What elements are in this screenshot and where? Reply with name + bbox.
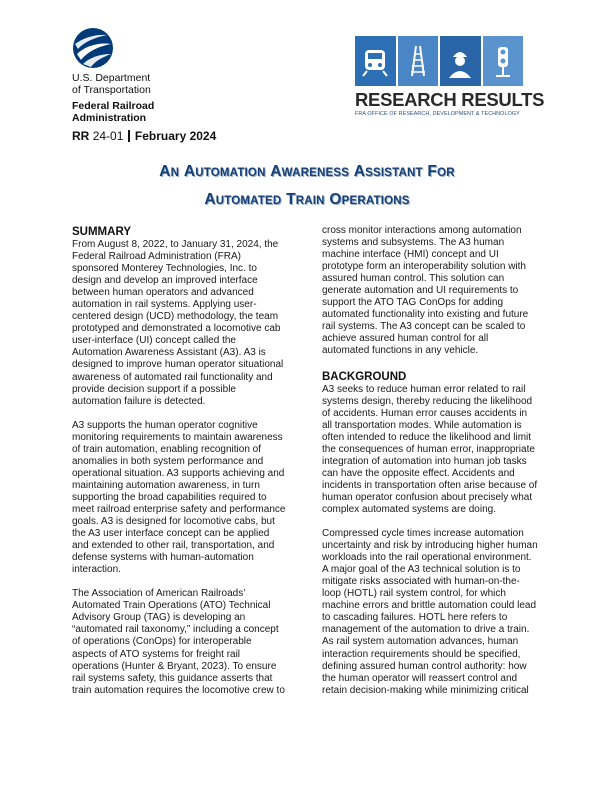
text-line: Compressed cycle times increase automation [322,528,524,540]
background-paragraph-2 [322,528,538,697]
text-line: rail systems. The A3 concept can be scaled to [322,321,526,333]
text-line: support the ATO TAG ConOps for adding [322,297,504,309]
text-line: maintaining automation awareness, in turn [72,479,260,491]
train-icon [355,36,396,86]
banner-title: RESEARCH RESULTS [355,89,545,110]
banner-subtitle: FRA OFFICE OF RESEARCH, DEVELOPMENT & TECHNOLOGY [355,111,520,117]
text-line: provide decision support if a possible [72,383,236,395]
text-line: prototype form an interoperability solution with [322,261,526,273]
summary-paragraph-2 [72,420,288,577]
text-line: machine interface (HMI) concept and UI [322,249,499,261]
text-line: can have the opposite effect. Accidents and [322,467,515,479]
text-line: operations (Hunter & Bryant, 2023). To ensure [72,660,277,672]
text-line: “automated rail taxonomy,” including a concept [72,624,279,636]
text-line: aspects of ATO systems for freight rail [72,648,241,660]
text-line: anomalies in both system performance and [72,455,264,467]
text-line: meet railroad enterprise safety and performance [72,503,286,515]
text-line: and extended to other rail, transportation, and [72,540,275,552]
text-line: Automated Train Operations (ATO) Technical [72,600,271,612]
background-heading: BACKGROUND [322,370,407,383]
right-column [322,225,538,709]
text-line: generate automation and UI requirements to [322,285,519,297]
text-line: defining assured human control authority: how [322,660,527,672]
text-line: to cascading failures. HOTL here refers to [322,612,508,624]
text-line: The Association of American Railroads’ [72,588,246,600]
text-line: centered design (UCD) methodology, the team [72,311,279,323]
dot-fra-logo [72,28,272,124]
banner-tiles [355,36,523,86]
text-line: systems design, thereby reducing the likelihood [322,395,533,407]
document-title-line-1: AN AUTOMATION AWARENESS ASSISTANT FOR [159,163,455,180]
summary-paragraph-3-continued [322,225,538,358]
text-line: of accidents. Human error causes accidents in [322,407,528,419]
text-line: the human operator will reassert control and [322,672,518,684]
text-line: automation failure is detected. [72,395,206,407]
text-line: rail systems safety, this guidance asserts that [72,672,273,684]
text-line: often intended to reduce the likelihood and limit [322,431,532,443]
text-line: As rail system automation advances, human [322,636,519,648]
report-number-line [72,129,216,143]
text-line: complex automated systems are doing. [322,503,496,515]
signal-icon [483,36,524,86]
text-line: Federal Railroad Administration (FRA) [72,251,241,263]
text-line: systems and subsystems. The A3 human [322,237,505,249]
text-line: the A3 user interface concept can be applied [72,528,270,540]
document-title-line-2: AUTOMATED TRAIN OPERATIONS [204,191,410,208]
text-line: human operator confusion about precisely what [322,491,533,503]
text-line: machine errors and brittle automation could lead [322,600,537,612]
background-paragraph-1 [322,384,538,517]
text-line: incidents in transportation often arise because of [322,479,538,491]
text-line: design and develop an improved interface [72,275,258,287]
report-date: February 2024 [134,129,217,143]
text-line: user-interface (UI) concept called the [72,335,236,347]
text-line: prototyped and demonstrated a locomotive cab [72,323,281,335]
text-line: A3 seeks to reduce human error related to rail [322,383,526,395]
text-line: operational situation. A3 supports achieving and [72,467,285,479]
text-line: automated functions in any vehicle. [322,345,479,357]
agency-name: Federal Railroad Administration [72,100,155,124]
text-line: loop (HOTL) rail system control, for which [322,588,506,600]
text-line: automation in rail systems. Applying user- [72,299,257,311]
text-line: integration of automation into human job tasks [322,455,527,467]
text-line: of operations (ConOps) for interoperable [72,636,252,648]
text-line: workloads into the rail operational environment. [322,552,532,564]
text-line: between human operators and advanced [72,287,254,299]
dot-emblem-icon [73,28,113,68]
text-line: sponsored Monterey Technologies, Inc. to [72,263,257,275]
summary-paragraph-1 [72,239,288,408]
summary-paragraph-3 [72,588,288,696]
text-line: cross monitor interactions among automation [322,225,522,236]
text-line: interaction requirements should be specified, [322,648,521,660]
text-line: monitoring requirements to maintain awareness [72,431,283,443]
text-line: retain decision-making while minimizing critical [322,684,529,696]
research-results-banner [355,36,545,117]
text-line: management of the automation to drive a train. [322,624,530,636]
report-number: 24-01 [92,129,124,143]
track-icon [398,36,439,86]
left-column [72,225,288,709]
text-line: goals. A3 is designed for locomotive cabs, but [72,516,275,528]
separator [128,130,130,142]
text-line: automated functionality into existing and future [322,309,529,321]
summary-heading: SUMMARY [72,226,131,238]
text-line: achieve assured human control for all [322,333,489,345]
text-line: A3 supports the human operator cognitive [72,419,258,431]
text-line: the consequences of human error, inappropriate [322,443,535,455]
text-line: A major goal of the A3 technical solution is to [322,564,521,576]
text-line: supporting the broad capabilities required to [72,491,267,503]
text-line: of train automation, enabling recognition of [72,443,262,455]
text-line: mitigate risks associated with human-on-the- [322,576,520,588]
text-line: interaction. [72,564,121,576]
text-line: defense systems with human-automation [72,552,254,564]
text-line: assured human control. This solution can [322,273,505,285]
text-line: Advisory Group (TAG) is developing an [72,612,246,624]
text-line: From August 8, 2022, to January 31, 2024, the [72,239,279,250]
report-prefix: RR [72,129,90,143]
department-name: U.S. Department of Transportation [72,72,151,96]
text-line: all transportation modes. While automation is [322,419,522,431]
worker-icon [440,36,481,86]
text-line: uncertainty and risk by introducing higher human [322,540,538,552]
text-line: Automation Awareness Assistant (A3). A3 is [72,347,266,359]
text-line: designed to improve human operator situational [72,359,284,371]
text-line: train automation requires the locomotive crew to [72,684,285,696]
text-line: awareness of automated rail functionality and [72,371,273,383]
